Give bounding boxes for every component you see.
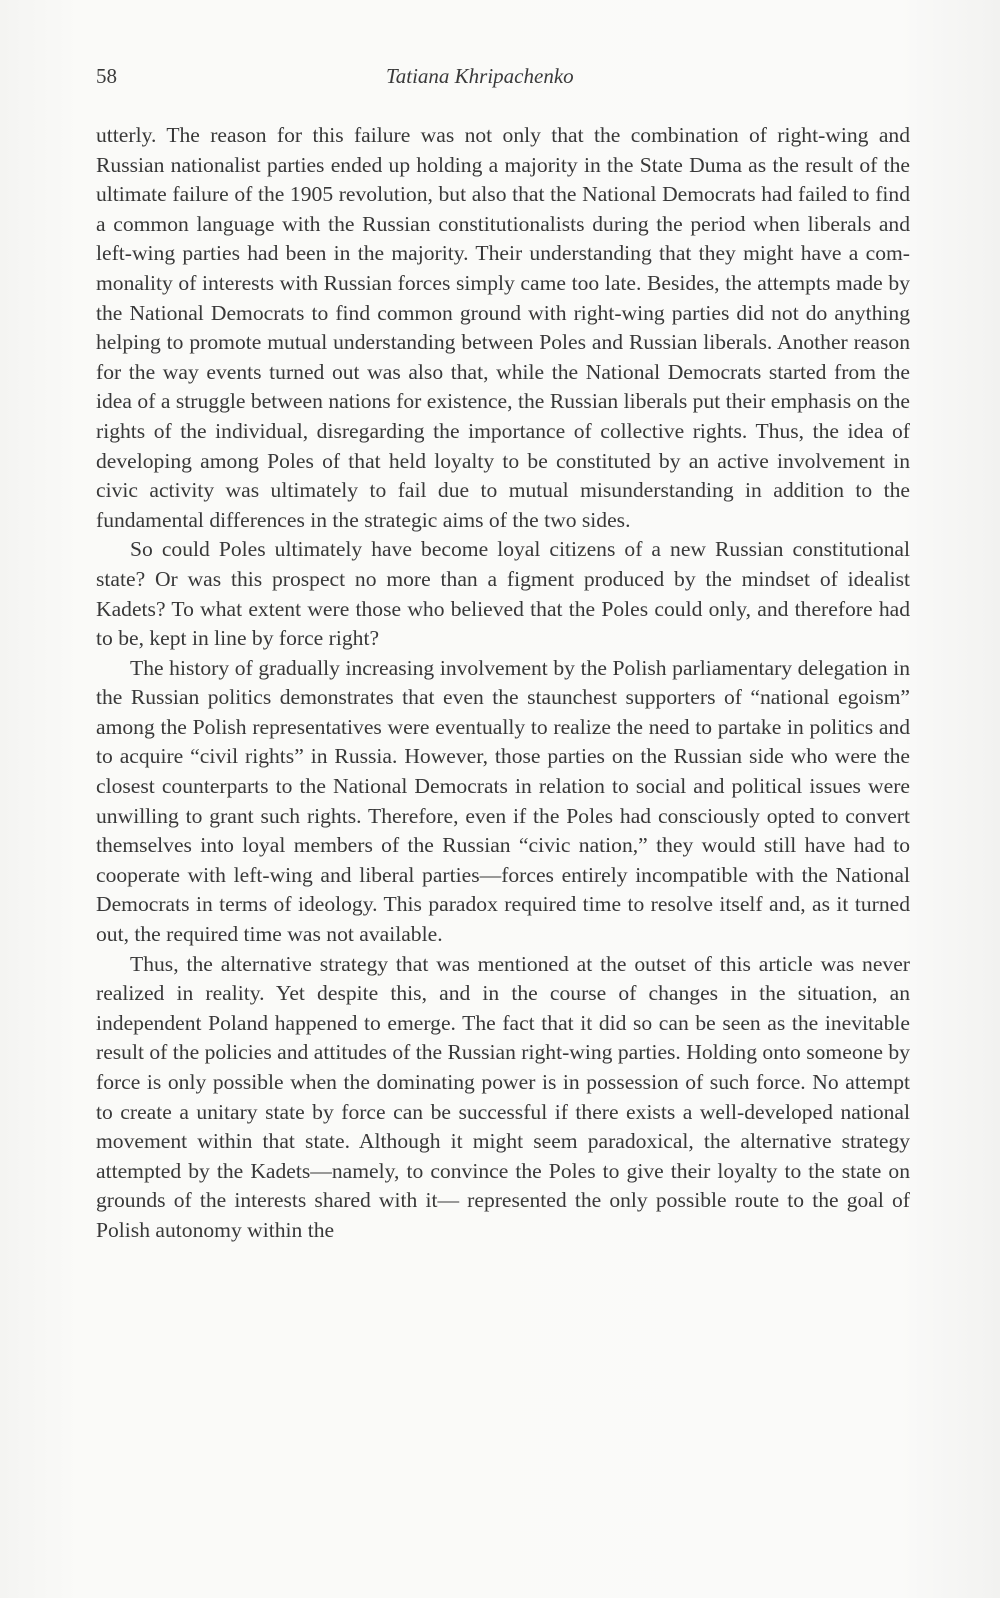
page-number: 58 <box>96 64 117 88</box>
paragraph-4: Thus, the alternative strategy that was mentioned at the outset of this article was never realized in reality. Yet despite this, and in the course of changes in the situation, an independent Poland happened to emerge. The fact that it did so can be seen as the inevitable result of the policies and attitudes of the Russian right-wing parties. Holding onto someone by force is only possible when the dominating power is in possession of such force. No attempt to create a unitary state by force can be successful if there exists a well-developed national movement within that state. Although it might seem paradoxical, the alternative strategy attempted by the Kadets—namely, to convince the Poles to give their loyalty to the state on grounds of the interests shared with it— represented the only possible route to the goal of Polish autonomy within the <box>96 951 910 1242</box>
page-header <box>96 64 910 94</box>
body-text <box>96 121 910 1246</box>
paragraph-3: The history of gradually increasing involvement by the Polish parliamentary delegation in the Russian politics demonstrates that even the staunchest supporters of “national egoism” among the Polish representatives were eventually to realize the need to partake in politics and to acquire “civil rights” in Russia. However, those parties on the Russian side who were the closest counterparts to the National Democrats in relation to social and political issues were unwilling to grant such rights. Therefore, even if the Poles had consciously opted to convert themselves into loyal members of the Russian “civic nation,” they would still have had to cooperate with left-wing and liberal parties—forces entirely incompatible with the National Democrats in terms of ideology. This paradox required time to resolve itself and, as it turned out, the required time was not available. <box>96 655 910 947</box>
paragraph-1: utterly. The reason for this failure was not only that the combination of right-wing and Russian nationalist parties ended up holding a majority in the State Duma as the result of the ultimate failure of the 1905 revolution, but also that the National Democrats had failed to find a common language with the Russian constitutionalists during the period when liberals and left-wing parties had been in the majority. Their understanding that they might have a commonality of interests with Russian forces simply came too late. Besides, the attempts made by the National Democrats to find common ground with right-wing parties did not do anything helping to promote mutual understanding between Poles and Russian liberals. Another reason for the way events turned out was also that, while the National Democrats started from the idea of a struggle between nations for existence, the Russian liberals put their emphasis on the rights of the individual, disregarding the importance of collective rights. Thus, the idea of developing among Poles of that held loyalty to be constituted by an active involvement in civic activity was ultimately to fail due to mutual misunderstanding in addition to the fundamental differences in the strategic aims of the two sides. <box>96 123 910 532</box>
running-head-author: Tatiana Khripachenko <box>386 64 574 88</box>
paragraph-2: So could Poles ultimately have become loyal citizens of a new Russian constitutional state? Or was this prospect no more than a figment produced by the mindset of idealist Kadets? To what extent were those who believed that the Poles could only, and therefore had to be, kept in line by force right? <box>96 537 910 651</box>
